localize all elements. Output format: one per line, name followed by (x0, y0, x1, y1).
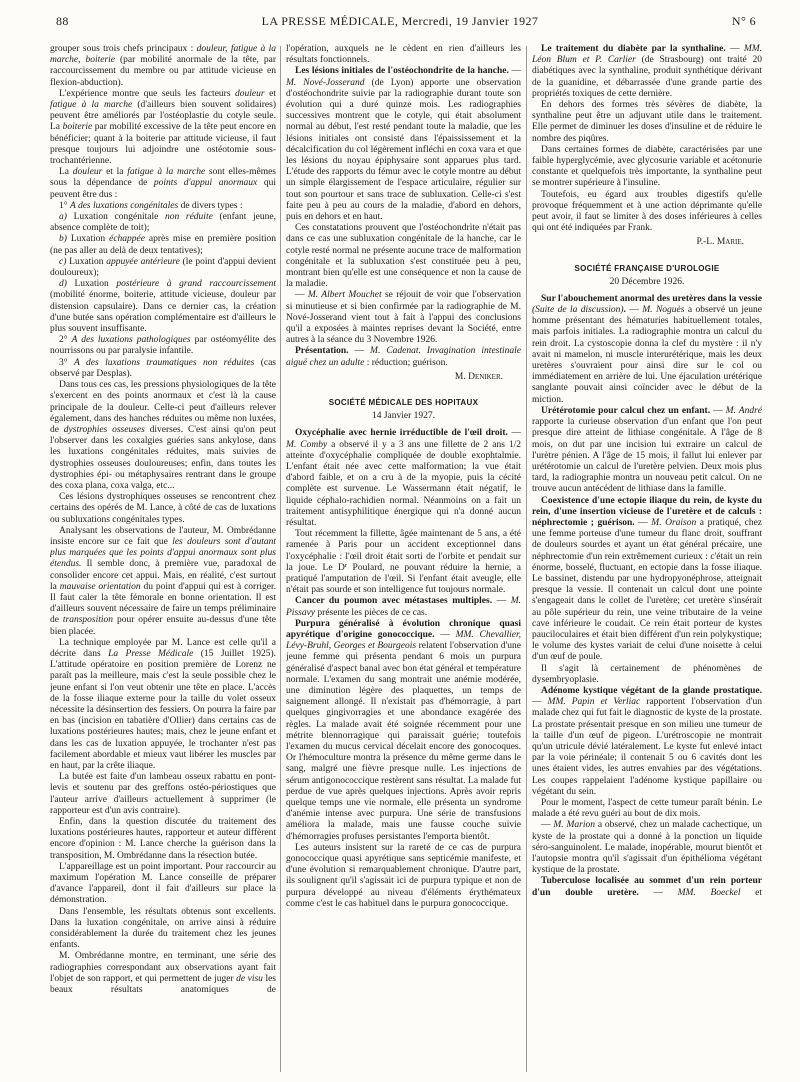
paragraph (286, 44, 521, 66)
text-run: (le point d'appui devient douloureux); (50, 256, 276, 279)
section-date: 20 Décembre 1926. (609, 276, 685, 287)
text-run: Enfin, dans la question discutée du traitement des luxations postérieures hautes, rapporteur et auteur diffèrent encore d'opinion : M. Lance cherche la guérison dans la transposition, M. Ombrédanne dans la résection butée. (50, 817, 276, 861)
paragraph (532, 686, 762, 798)
paragraph (50, 380, 276, 492)
section-heading: SOCIÉTÉ MÉDICALE DES HOPITAUX (328, 398, 479, 408)
italic-text: A des luxations pathologiques (71, 335, 191, 346)
text-run: — (295, 290, 308, 301)
italic-text: M. Nové-Josserand (286, 77, 365, 88)
italic-text: La Presse Médicale (108, 648, 194, 659)
italic-text: échappée (109, 234, 145, 245)
bold-text: Coexistence d'une ectopie iliaque du rein, de kyste du rein, d'une insertion vicieuse de l'uretère et de calculs : néphrectomie ; guérison. (532, 495, 762, 528)
paragraph (50, 862, 276, 907)
paragraph (50, 167, 276, 201)
text-run: — (507, 428, 521, 439)
paragraph (532, 876, 762, 898)
text-run: sont elles-mêmes sous la dépendance de (50, 167, 276, 189)
text-run: a observé un jeune homme présentant des hématuries habituellement totales, mais parfois initiales. La radiographie montra un calcul du rein droit. La cystoscopie donna la clef du mystère : il n'y avait ni mamelon, ni muscle interurétérique, mais les deux uretères s'ouvraient pour ainsi dire sur le col ou immédiatement en arrière de lui. Une éjaculation urétérique sanglante pouvait ainsi coïncider avec le début de la miction. (532, 305, 762, 405)
italic-text: appuyée antérieure (106, 256, 180, 267)
paragraph (532, 190, 762, 235)
text-run: l'opération, auxquels ne le cèdent en rien d'ailleurs les résultats fonctionnels. (286, 44, 521, 66)
text-run: 1° (59, 200, 70, 211)
text-run: Dans l'ensemble, les résultats obtenus sont excellents. Dans la luxation congénitale, on arrive ainsi à réduire considérablement la durée du traitement chez les jeunes enfants. (50, 906, 276, 951)
italic-text: MM. Léon Blum et P. Carlier (532, 44, 762, 66)
bold-text: . (623, 305, 626, 316)
paragraph (50, 526, 276, 638)
text-run: — (492, 596, 511, 607)
italic-text: a) (59, 212, 67, 223)
text-run: — (532, 697, 548, 708)
paragraph (532, 496, 762, 664)
text-run: Luxation (66, 234, 110, 245)
bold-text: Urétérotomie pour calcul chez un enfant. (541, 405, 711, 416)
text-run: — (634, 517, 652, 528)
text-run: Pour le moment, l'aspect de cette tumeur paraît bénin. Le malade a été revu guéri au bout de dix mois. (532, 798, 762, 820)
paragraph (532, 820, 762, 876)
bold-text: Oxycéphalie avec hernie irréductible de l'œil droit. (295, 428, 508, 439)
text-run: Luxation (66, 256, 107, 267)
text-run: par mobilité excessive de la tête peut encore en bénéficier; quant à la boiterie par attitude vicieuse, il faut presque toujours lui adjoindre une ostéotomie sous-trochantérienne. (50, 122, 276, 167)
paragraph (50, 907, 276, 952)
bold-text: Sur l'abouchement anormal des uretères dans la vessie (541, 293, 762, 304)
text-run: et (264, 88, 276, 99)
text-run: Tout récemment la fillette, âgée maintenant de 5 ans, a été ramenée à Paris pour un accident exceptionnel dans l'oxycéphalie : l'œil droit était sorti de l'orbite et pendait sur la joue. Le D (286, 529, 521, 573)
signature: P.-L. Marie. (696, 237, 744, 248)
text-run: présente les pièces de ce cas. (315, 607, 428, 618)
text-run: de divers types : (178, 200, 243, 211)
italic-text: M. Albert Mouchet (307, 290, 382, 301)
italic-text: boiterie (62, 122, 93, 133)
italic-text: fatigue à la marche (127, 167, 206, 178)
text-run: (15 Juillet 1925). L'attitude opératoire en position première de Lorenz ne paraît pas la meilleure, mais c'est la seule possible chez le jeune enfant si l'on veut obtenir une tête en place. L'accès de la fosse iliaque externe pour la taille du volet osseux nécessite la désinsertion des fessiers. On pourra la faire par en bas (incision en tabatière d'Ollier) dans certains cas de luxations postérieures hautes; mais, chez le jeune enfant et dans les cas de luxation appuyée, le trochanter n'est pas facilement abordable et mieux vaut libérer les muscles par en haut, par la crête iliaque. (50, 648, 276, 771)
text-run: par ostéomyélite des nourrissons ou par paralysie infantile. (50, 335, 276, 357)
text-run: En dehors des formes très sévères de diabète, la synthaline peut être un adjuvant utile dans le traitement. Elle permet de diminuer les doses d'insuline et de réduire le nombre des piqûres. (532, 100, 762, 144)
text-run: (cas observé par Desplas). (50, 357, 276, 379)
paragraph (50, 279, 276, 335)
paragraph (50, 89, 276, 167)
text-run: Ces lésions dystrophiques osseuses se rencontrent chez certains des opérés de M. Lance, à côté de cas de luxations ou subluxations congénitales types. (50, 492, 276, 525)
paragraph (50, 951, 276, 996)
italic-text: A des luxations congénitales (69, 200, 179, 211)
text-run: Toutefois, eu égard aux troubles digestifs qu'elle provoque fréquemment et à une action déprimante qu'elle peut avoir, il faut se limiter à des doses inférieures à celles qui ont été indiquées par Frank. (532, 189, 762, 234)
bold-text: Adénome kystique végétant de la glande prostatique. (541, 685, 762, 696)
text-run: — (508, 66, 521, 77)
column-rule (280, 46, 281, 1072)
text-run: (mobilité énorme, boiterie, attitude vicieuse, douleur par distension capsulaire). Dans ce dernier cas, la création d'une butée sans opération complémentaire est d'ailleurs le plus souvent insuffisante. (50, 290, 276, 335)
text-run: — (348, 346, 371, 357)
paragraph (286, 223, 521, 290)
text-run: — (638, 887, 678, 898)
paragraph (50, 772, 276, 817)
column-right (532, 44, 762, 1074)
paragraph (286, 619, 521, 843)
text-run: 3° (59, 357, 74, 368)
paragraph (532, 44, 762, 100)
text-run: et la (102, 167, 128, 178)
paragraph (532, 798, 762, 820)
text-run: Il s'agit là certainement de phénomènes de dysembryoplasie. (532, 663, 762, 685)
text-run: qui peuvent être dus : (50, 178, 276, 200)
italic-text: M. Noguès (642, 305, 685, 316)
paragraph (532, 664, 762, 686)
italic-text: transposition (62, 615, 114, 626)
italic-text: dystrophies osseuses (63, 424, 145, 435)
italic-text: non réduite (164, 212, 213, 223)
paragraph (50, 234, 276, 256)
text-run: : réduction; guérison. (364, 357, 448, 368)
paragraph (532, 294, 762, 406)
text-run: L'appareillage est un point important. Pour raccourcir au maximum l'opération M. Lance conseille de préparer d'avance l'appareil, dont il fait d'ailleurs sur place la démonstration. (50, 861, 276, 906)
italic-text: b) (59, 234, 67, 245)
section-heading: SOCIÉTÉ FRANÇAISE D'UROLOGIE (574, 263, 720, 273)
text-run: La butée est faite d'un lambeau osseux rabattu en pont-levis et soutenu par des greffons ostéo-périostiques que l'auteur arrive d'ailleurs actuellement à supprimer (le rapporteur est d'un avis contraire). (50, 772, 276, 816)
italic-text: M. Cadenat. Invagination intestinale aiguë chez un adulte (286, 346, 521, 368)
italic-text: M. Comby (286, 439, 328, 450)
paragraph (50, 638, 276, 772)
paragraph (286, 843, 521, 910)
paragraph (286, 290, 521, 346)
text-run: Dans tous ces cas, les pressions physiologiques de la tête s'exercent en des points anormaux et c'est là la cause principale de la douleur. Celle-ci peut d'ailleurs relever également, dans des hanches réduites ou même non luxées, de (50, 380, 276, 435)
text-run: Analysant les observations de l'auteur, M. Ombrédanne insiste encore sur ce fait que (50, 525, 276, 547)
italic-text: d) (59, 279, 67, 290)
italic-text: douleur (235, 88, 265, 99)
column-left (50, 44, 276, 1074)
text-run: — (625, 305, 643, 316)
italic-text: MM. Papin et Verliac (547, 697, 641, 708)
paragraph (286, 596, 521, 618)
text-run: Luxation congénitale (66, 212, 165, 223)
italic-text: douleur, fatigue à la marche, boiterie (50, 44, 276, 66)
text-run: — (434, 629, 456, 640)
italic-text: MM. Chevallier, Lévy-Bruhl, Georges et Bourgeois (286, 629, 521, 652)
paragraph (286, 346, 521, 368)
issue-number: N° 6 (731, 14, 756, 28)
text-run: a observé, chez un malade cachectique, un kyste de la prostate qui a donné à la ponction un liquide séro-sanguinolent. Le malade, inopérable, mourut bientôt et l'autopsie montra qu'il s'agissait d'un épithélioma végétant kystique de la prostate. (532, 820, 762, 876)
paragraph (50, 257, 276, 279)
text-run: rapportent l'observation d'un malade chez qui fut fait le diagnostic de kyste de la prostate. La prostate présentait presque en son milieu une tumeur de la taille d'un œuf de pigeon. L'urétroscopie ne montrait qu'un utricule dévié latéralement. Le kyste fut enlevé intact par la voie périnéale; il contenait 5 ou 6 cavités dont les unes étaient vides, les autres envahies par des végétations. Les coupes rappelaient l'adénome kystique papillaire ou végétant du sein. (532, 697, 762, 797)
text-run: Il semble donc, à première vue, paradoxal de consolider encore cet appui. Mais, en réalité, c'est surtout la (50, 559, 276, 592)
journal-title: LA PRESSE MÉDICALE, Mercredi, 19 Janvier 1927 (261, 14, 539, 28)
bold-text: Tuberculose localisée au sommet d'un rein porteur d'un double uretère. (532, 876, 762, 898)
bold-text: Les lésions initiales de l'ostéochondrite de la hanche. (295, 66, 509, 77)
paragraph (286, 66, 521, 223)
text-run: les beaux résultats anatomiques de (50, 973, 276, 996)
paragraph (50, 335, 276, 357)
text-run: après mise en première position (ne pas aller au delà de deux tentatives); (50, 234, 276, 256)
text-run: relatent l'observation d'une jeune femme qui présenta pendant 6 mois un purpura généralisé d'aspect banal avec bon état général et température normale. L'examen du sang montrait une anémie modérée, une diminution légère des plaquettes, un temps de saignement allongé. Il n'existait pas d'hémorragie, à part quelques gingivorragies et une abondance exagérée des règles. La malade avait été soignée récemment pour une métrite blennorragique qui paraissait guérie; toutefois l'examen du mucus cervical décelait encore des gonocoques. Or l'hémoculture montra la présence du même germe dans le sang, malgré une fièvre presque nulle. Les injections de sérum antigonococcique restèrent sans résultat. La malade fut perdue de vue après quelques injections. Après avoir repris quelque temps une vie normale, elle présenta un syndrome d'anémie intense avec purpura. Une série de transfusions améliora la malade, mais une fausse couche suivie d'hémorragies profuses persistantes l'emporta bientôt. (286, 641, 521, 842)
text-run: du point d'appui qui est à corriger. Il faut caler la tête fémorale en bonne orientation. Il est d'ailleurs souvent nécessaire de faire un temps préliminaire de (50, 581, 276, 626)
italic-text: de visu (236, 973, 263, 984)
text-run: (par mobilité anormale de la tête, par raccourcissement du membre ou par attitude vicieuse en flexion-abduction). (50, 55, 276, 88)
bold-text: Le traitement du diabète par la synthaline. (541, 44, 726, 54)
column-rule (526, 46, 527, 1072)
italic-text: MM. Boeckel (677, 887, 741, 898)
text-run: (de Strasbourg) ont traité 20 diabétiques avec la synthaline, produit synthétique dérivant de la guanidine, et débarrassée d'une grande partie des propriétés toxiques de cette dernière. (532, 55, 762, 99)
text-run: (enfant jeune, absence complète de toit); (50, 212, 276, 234)
text-run: Les auteurs insistent sur la rareté de ce cas de purpura gonococcique quasi apyrétique sans septicémie manifeste, et d'une évolution si remarquablement chronique. D'autre part, ils soulignent qu'il s'agissait ici de purpura typique et non de purpura développé au niveau d'éléments érythémateux comme c'est le cas habituel dans le purpura gonococcique. (286, 842, 521, 909)
text-run: La technique employée par M. Lance est celle qu'il a décrite dans (50, 637, 276, 659)
paragraph (50, 212, 276, 234)
italic-text: M. Marion (553, 820, 595, 831)
signature: M. Deniker. (454, 371, 503, 382)
paragraph (286, 428, 521, 529)
text-run: grouper sous trois chefs principaux : (50, 44, 197, 54)
text-run: L'expérience montre que seuls les facteurs (59, 88, 236, 99)
text-run: — (710, 405, 726, 416)
paragraph (50, 201, 276, 212)
superscript: r (344, 561, 348, 569)
paragraph (286, 529, 521, 596)
bold-text: Cancer du poumon avec métastases multiples. (295, 596, 493, 607)
section-date: 14 Janvier 1927. (371, 411, 436, 422)
text-run: a pratiqué, chez une femme porteuse d'une tumeur du flanc droit, souffrant de douleurs sourdes et ayant un état général précaire, une néphrectomie d'un rein extrêmement curieux : c'était un rein énorme, bosselé, fluctuant, en ectopie dans la fosse iliaque. Le bassinet, distendu par une hydropyonéphrose, atteignait presque la vessie. Il contenait un calcul dont une pointe s'engageait dans le collet de l'uretère; cet uretère s'insérait au pôle supérieur du rein, une veine tributaire de la veine cave inférieure le coudait. Ce rein était porteur de kystes pauciloculaires et était bien différent d'un rein polykystique; le volume des kystes variait de celui d'une noisette à celui d'un œuf de poule. (532, 517, 762, 663)
paragraph (532, 406, 762, 496)
paragraph (50, 358, 276, 380)
italic-text: (Suite de la discussion) (532, 305, 624, 316)
italic-text: c) (59, 256, 67, 267)
text-run: Luxation (66, 279, 117, 290)
text-run: a observé il y a 3 ans une fillette de 2 ans 1/2 atteinte d'oxycéphalie compliquée de double exophtalmie. L'enfant était née avec cette malformation; la vue était d'abord faible, et on a cru à de la myopie, puis la cécité complète est survenue. Le Wassermann était négatif, le liquide céphalo-rachidien normal. Néanmoins on a fait un traitement antisyphilitique énergique qui n'a donné aucun résultat. (286, 439, 521, 528)
text-run: — (725, 44, 744, 54)
text-run: Poulard, ne pouvant réduire la hernie, a pratiqué l'amputation de l'œil. Si l'enfant était aveugle, elle n'était pas sourde et son intelligence fut toujours normale. (286, 562, 521, 596)
bold-text: Présentation. (295, 346, 349, 357)
page-number: 88 (56, 14, 69, 28)
italic-text: douleur (72, 167, 103, 178)
italic-text: points d'appui anormaux (153, 178, 258, 189)
italic-text: A des luxations traumatiques non réduites (73, 357, 255, 368)
text-run: Ces constatations prouvent que l'ostéochondrite n'était pas dans ce cas une subluxation congénitale de la hanche, car le cotyle resté normal ne présente aucune trace de malformation congénitale et la subluxation s'est constituée peu à peu, montrant bien qu'elle est une conséquence et non la cause de la maladie. (286, 223, 521, 290)
italic-text: M. André (725, 405, 762, 416)
text-run: pour opérer ensuite au-dessus d'une tête bien placée. (50, 615, 276, 637)
text-run: — (541, 820, 554, 831)
paragraph (50, 817, 276, 862)
text-run: rapporte la curieuse observation d'un enfant que l'on peut presque dire atteint de lithiase congénitale. A l'âge de 8 mois, on dut par une incision lui extraire un calcul de l'urètre pénien. A l'âge de 15 mois, il fallut lui enlever par urétérotomie un calcul de l'uretère pelvien. Deux mois plus tard, la radiographie montra un nouveau petit calcul. On ne trouve aucun antécédent de lithiase dans la famille. (532, 417, 762, 495)
italic-text: fatigue à la marche (50, 100, 133, 111)
italic-text: M. Pissavy (286, 596, 521, 618)
text-run: se réjouit de voir que l'observation si minutieuse et si bien confirmée par la radiographie de M. Nové-Josserand vient tout à fait à l'appui des conclusions qu'il a exposées à maintes reprises devant la Société, entre autres à la séance du 3 Novembre 1926. (286, 290, 521, 346)
paragraph (532, 145, 762, 190)
italic-text: les douleurs sont d'autant plus marquées que les points d'appui anormaux sont plus étendus. (50, 536, 276, 570)
italic-text: M. Oraison (651, 517, 697, 528)
italic-text: mauvaise orientation (59, 581, 141, 592)
bold-text: Purpura généralisé à évolution chronique quasi apyrétique d'origine gonococcique. (286, 618, 521, 640)
text-run: diverses. C'est ainsi qu'on peut l'observer dans les coxalgies guéries sans ankylose, dans les luxations congénitales réduites, mais suivies de dystrophies osseuses douloureuses; enfin, dans toutes les dystrophies épi- ou métaphysaires rentrant dans le groupe des coxa plana, coxa valga, etc... (50, 424, 276, 491)
text-run: (de Lyon) apporte une observation d'ostéochondrite suivie par la radiographie durant toute son évolution qui a duré quinze mois. Les radiographies successives montrent que le cotyle, qui était absolument normal au début, l'est resté pendant toute la maladie, que les lésions initiales ont consisté dans l'épaississement et la décalcification du col légèrement infléchi en coxa vara et que les lésions du noyau épiphysaire sont apparues plus tard. L'étude des rapports du fémur avec le cotyle montre au début un simple élargissement de l'espace articulaire, régulier sur tout son pourtour et sans trace de subluxation. Celle-ci s'est faite peu à peu au cours de la maladie, d'abord en dehors, puis en dehors et en haut. (286, 77, 521, 223)
text-run: 2° (59, 335, 72, 346)
text-run: (d'ailleurs bien souvent solidaires) peuvent être améliorés par l'ostéoplastie du cotyle seule. La (50, 100, 276, 133)
text-run: M. Ombrédanne montre, en terminant, une série des radiographies correspondant aux observations ayant fait l'objet de son rapport, et qui permettent de juger (50, 951, 276, 984)
text-run: La (59, 167, 73, 178)
italic-text: postérieure à grand raccourcissement (116, 279, 276, 290)
text-run: et (740, 887, 762, 898)
paragraph (50, 44, 276, 89)
column-middle (286, 44, 521, 1074)
paragraph (50, 492, 276, 526)
text-run: Dans certaines formes de diabète, caractérisées par une faible hyperglycémie, avec glycosurie variable et acétonurie constante et quelquefois très importante, la synthaline peut se montrer supérieure à l'insuline. (532, 144, 762, 189)
paragraph (532, 100, 762, 145)
